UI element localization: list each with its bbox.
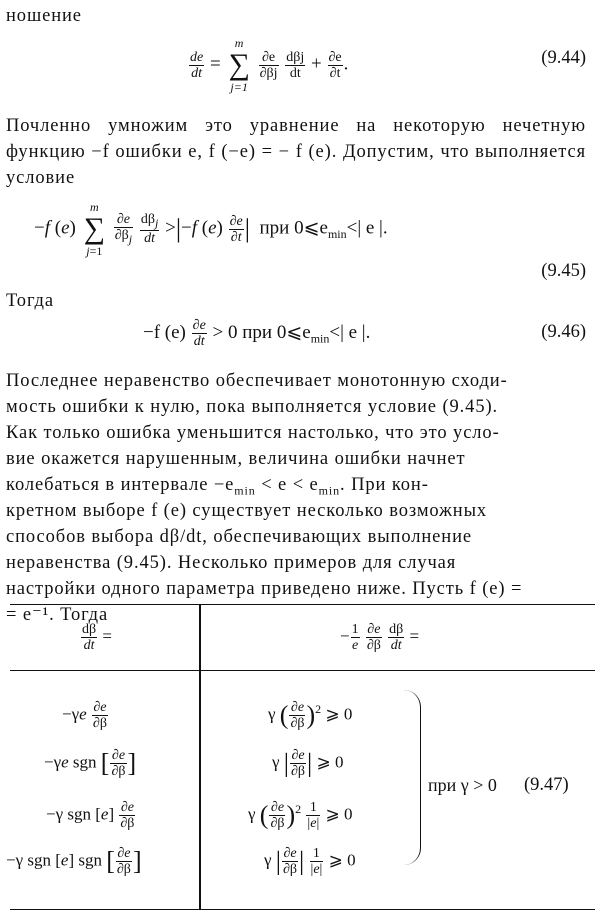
table-row-4-left: −γ sgn [e] sgn [ $\frac{\partial e}{\partial\beta}$ ] bbox=[6, 846, 142, 877]
paragraph-1: Почленно умножим это уравнение на некоторую нечетную функцию −f ошибки e, f (−e) = − f (e). Допустим, что выполняется условие bbox=[6, 116, 586, 188]
table-row-3-left: −γ sgn [e] $\frac{\partial e}{\partial\beta}$ bbox=[46, 800, 135, 831]
equation-number-9-47: (9.47) bbox=[524, 775, 569, 795]
table-bottom-rule bbox=[10, 909, 595, 910]
equation-9-45: −f (e) m ∑ j=1 $\frac{\partial e}{\partial\beta_j}$ $\frac{d\beta_j}{dt}$ >|−f (e) $\frac{\partial e}{\partial t}$ | при $0⩽e_{min}<|$ e |. bbox=[34, 200, 388, 258]
equation-number-9-45: (9.45) bbox=[541, 261, 586, 281]
table-header-left: $\frac{d\beta}{dt}$ = bbox=[82, 622, 112, 653]
table-column-rule bbox=[199, 604, 201, 909]
table-row-1-left: −γe $\frac{\partial e}{\partial\beta}$ bbox=[62, 700, 107, 731]
equation-9-44: $\frac{de}{dt}$ = m ∑ j=1 $\frac{\partial e}{\partial\beta j}$ $\frac{\text{dβj}}{dt}$ + $\frac{\partial e}{\partial t}$ . bbox=[190, 36, 349, 94]
tog-label-1: Тогда bbox=[6, 291, 54, 311]
table-condition: при γ > 0 bbox=[428, 775, 497, 795]
table-row-2-right: γ | $\frac{\partial e}{\partial\beta}$ | ⩾ 0 bbox=[272, 748, 344, 779]
table-row-1-right: γ ( $\frac{\partial e}{\partial\beta}$ )$^2$ ⩾ 0 bbox=[268, 700, 353, 731]
equation-number-9-46: (9.46) bbox=[541, 322, 586, 342]
top-word: ношение bbox=[6, 6, 82, 26]
equation-number-9-44: (9.44) bbox=[541, 48, 586, 68]
equation-9-46: −f (e) $\frac{\partial e}{dt}$ > 0 при $0⩽e_{min}<|$ e |. bbox=[143, 318, 371, 349]
table-row-3-right: γ ( $\frac{\partial e}{\partial\beta}$ )$^2$ $\frac{1}{|e|}$ ⩾ 0 bbox=[248, 800, 353, 831]
right-brace bbox=[404, 690, 421, 865]
table-top-rule bbox=[10, 604, 595, 605]
table-row-4-right: γ | $\frac{\partial e}{\partial\beta}$ | $\frac{1}{|e|}$ ⩾ 0 bbox=[264, 846, 356, 877]
table-row-2-left: −γe sgn [ $\frac{\partial e}{\partial\beta}$ ] bbox=[44, 748, 137, 779]
table-header-right: − $\frac{1}{e}$ $\frac{\partial e}{\partial\beta}$ $\frac{d\beta}{dt}$ = bbox=[340, 622, 420, 653]
table-header-rule bbox=[10, 670, 595, 671]
